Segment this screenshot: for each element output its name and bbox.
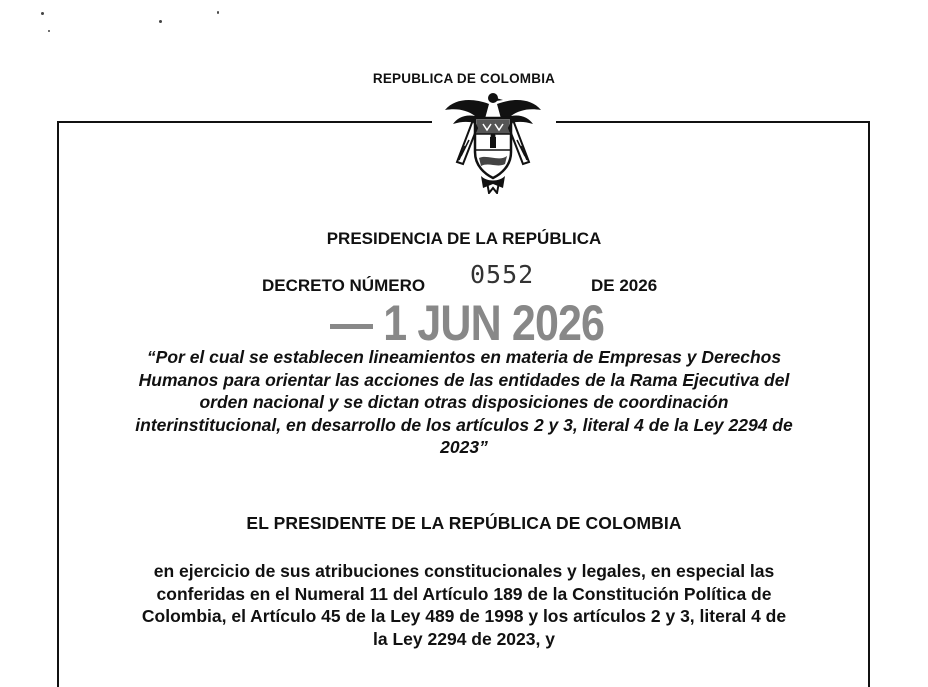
decree-label: DECRETO NÚMERO [262, 276, 426, 295]
date-stamp: — 1 JUN 2026 [330, 295, 605, 351]
decree-subject-line: Humanos para orientar las acciones de las entidades de la Rama Ejecutiva del [138, 369, 790, 390]
powers-line: en ejercicio de sus atribuciones constitucionales y legales, en especial las [153, 561, 775, 581]
presidency-title: PRESIDENCIA DE LA REPÚBLICA [326, 229, 602, 248]
decree-subject-line: 2023” [440, 437, 488, 457]
powers-line: Colombia, el Artículo 45 de la Ley 489 de 1998 y los artículos 2 y 3, literal 4 de [141, 606, 787, 626]
frame-border-left [57, 121, 59, 687]
decree-subject [90, 346, 838, 459]
decree-subject-line: orden nacional y se dictan otras disposiciones de coordinación [199, 392, 729, 412]
frame-border-top-right [556, 121, 870, 123]
powers-line: la Ley 2294 de 2023, y [373, 628, 555, 649]
decree-year: DE 2026 [591, 276, 658, 295]
decree-subject-line: interinstitucional, en desarrollo de los artículos 2 y 3, literal 4 de la Ley 2294 de [135, 414, 793, 435]
powers-line: conferidas en el Numeral 11 del Artículo 189 de la Constitución Política de [156, 583, 772, 604]
decree-subject-line: “Por el cual se establecen lineamientos en materia de Empresas y Derechos [146, 347, 782, 367]
decree-number: 0552 [470, 260, 535, 289]
powers-paragraph [88, 560, 840, 650]
country-header: REPUBLICA DE COLOMBIA [372, 71, 556, 86]
president-heading: EL PRESIDENTE DE LA REPÚBLICA DE COLOMBIA [246, 513, 682, 533]
frame-border-right [868, 121, 870, 687]
coat-of-arms-icon [443, 90, 543, 194]
frame-border-top-left [57, 121, 432, 123]
